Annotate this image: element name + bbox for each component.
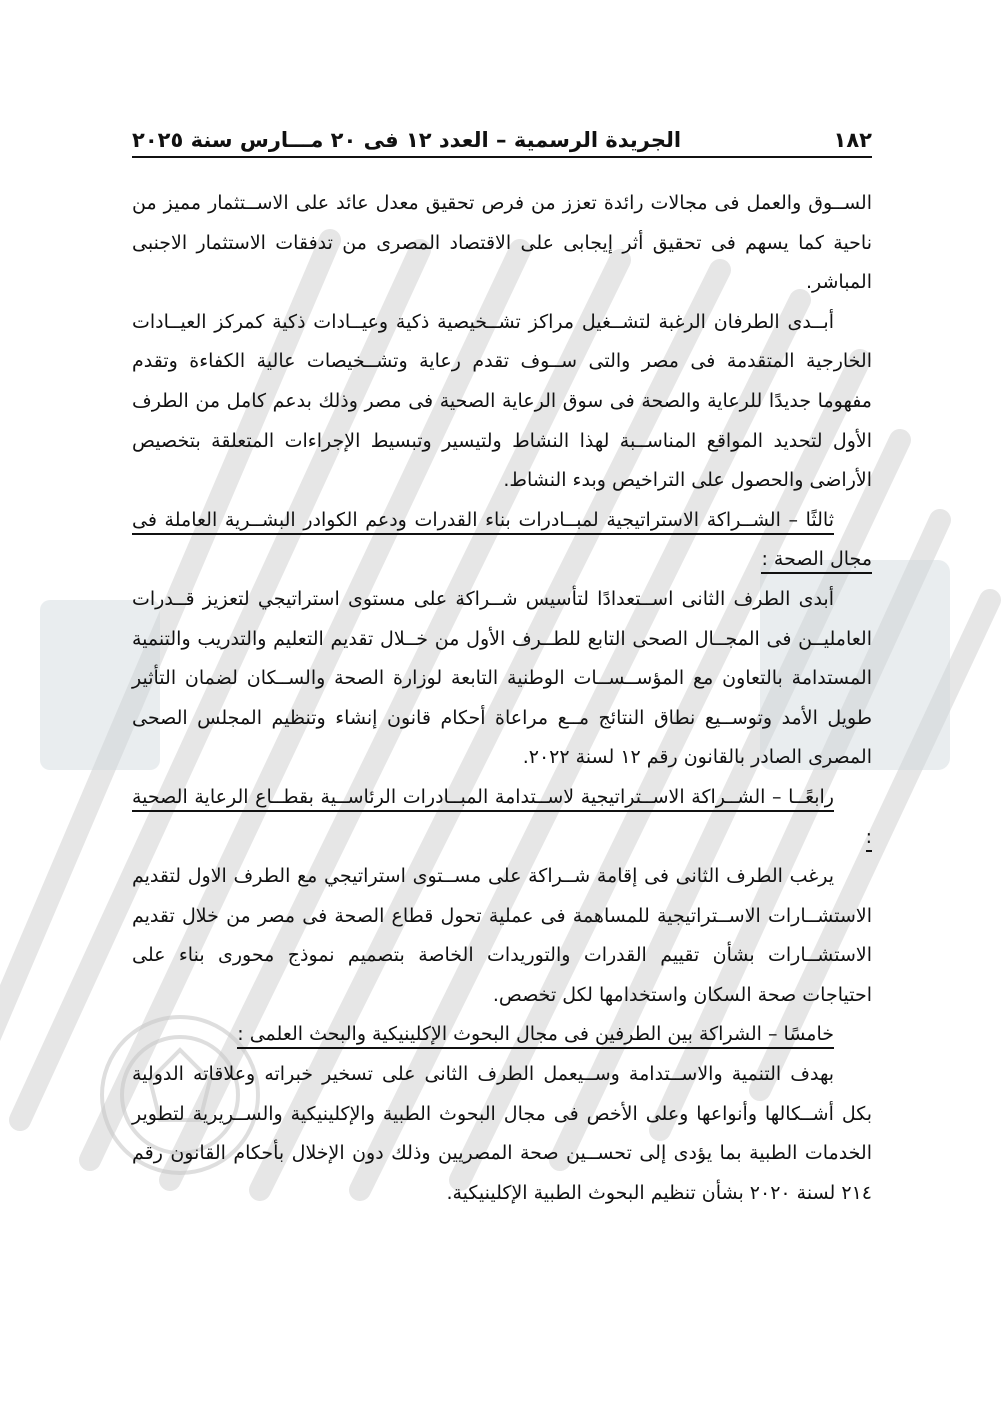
page-number: ١٨٢: [833, 128, 872, 152]
section-heading-fifth: [132, 1015, 872, 1055]
header-rule: [132, 156, 872, 158]
paragraph: أبــدى الطرفان الرغبة لتشــغيل مراكز تشــخيصية ذكية وعيــادات ذكية كمركز العيــادات الخارجية المتقدمة فى مصر والتى ســوف تقدم رعاية وتشــخيصات عالية الكفاءة وتقدم مفهوما جديدًا للرعاية والصحة فى سوق الرعاية الصحية فى مصر وذلك بدعم كامل من الطرف الأول لتحديد المواقع المناســبة لهذا النشاط ولتيسير وتبسيط الإجراءات المتعلقة بتخصيص الأراضى والحصول على التراخيص وبدء النشاط.: [132, 310, 872, 492]
paragraph: الســوق والعمل فى مجالات رائدة تعزز من فرص تحقيق معدل عائد على الاســتثمار مميز من ناحية كما يسهم فى تحقيق أثر إيجابى على الاقتصاد المصرى من تدفقات الاستثمار الاجنبى المباشر.: [132, 192, 872, 294]
heading-text: رابعًــا – الشــراكة الاســتراتيجية لاســتدامة المبــادرات الرئاســية بقطــاع الرعاية الصحية :: [132, 786, 872, 852]
heading-text: ثالثًا – الشــراكة الاستراتيجية لمبــادرات بناء القدرات ودعم الكوادر البشــرية العاملة فى مجال الصحة :: [132, 509, 872, 575]
running-title: الجريدة الرسمية – العدد ١٢ فى ٢٠ مـــارس سنة ٢٠٢٥: [132, 128, 682, 152]
page-body: [132, 184, 872, 1213]
paragraph: يرغب الطرف الثانى فى إقامة شــراكة على مســتوى استراتيجي مع الطرف الاول لتقديم الاستشــارات الاســتراتيجية للمساهمة فى عملية تحول قطاع الصحة فى مصر من خلال تقديم الاستشــارات بشأن تقييم القدرات والتوريدات الخاصة بتصميم نموذج محورى بناء على احتياجات صحة السكان واستخدامها لكل تخصص.: [132, 865, 872, 1006]
paragraph: أبدى الطرف الثانى اســتعدادًا لتأسيس شــراكة على مستوى استراتيجي لتعزيز قــدرات العامليــن فى المجــال الصحى التابع للطــرف الأول من خــلال تقديم التعليم والتدريب والتنمية المستدامة بالتعاون مع المؤســســات الوطنية التابعة لوزارة الصحة والســكان لضمان التأثير طويل الأمد وتوســيع نطاق النتائج مــع مراعاة أحكام قانون إنشاء وتنظيم المجلس الصحى المصرى الصادر بالقانون رقم ١٢ لسنة ٢٠٢٢.: [132, 587, 872, 769]
section-heading-third: [132, 501, 872, 580]
page-header: [132, 112, 872, 152]
heading-text: خامسًا – الشراكة بين الطرفين فى مجال البحوث الإكلينيكية والبحث العلمى :: [237, 1023, 834, 1049]
paragraph: بهدف التنمية والاســتدامة وســيعمل الطرف الثانى على تسخير خبراته وعلاقاته الدولية بكل أشــكالها وأنواعها وعلى الأخص فى مجال البحوث الطبية والإكلينيكية والســريرية لتطوير الخدمات الطبية بما يؤدى إلى تحســين صحة المصريين وذلك دون الإخلال بأحكام القانون رقم ٢١٤ لسنة ٢٠٢٠ بشأن تنظيم البحوث الطبية الإكلينيكية.: [132, 1063, 872, 1204]
section-heading-fourth: [132, 778, 872, 857]
